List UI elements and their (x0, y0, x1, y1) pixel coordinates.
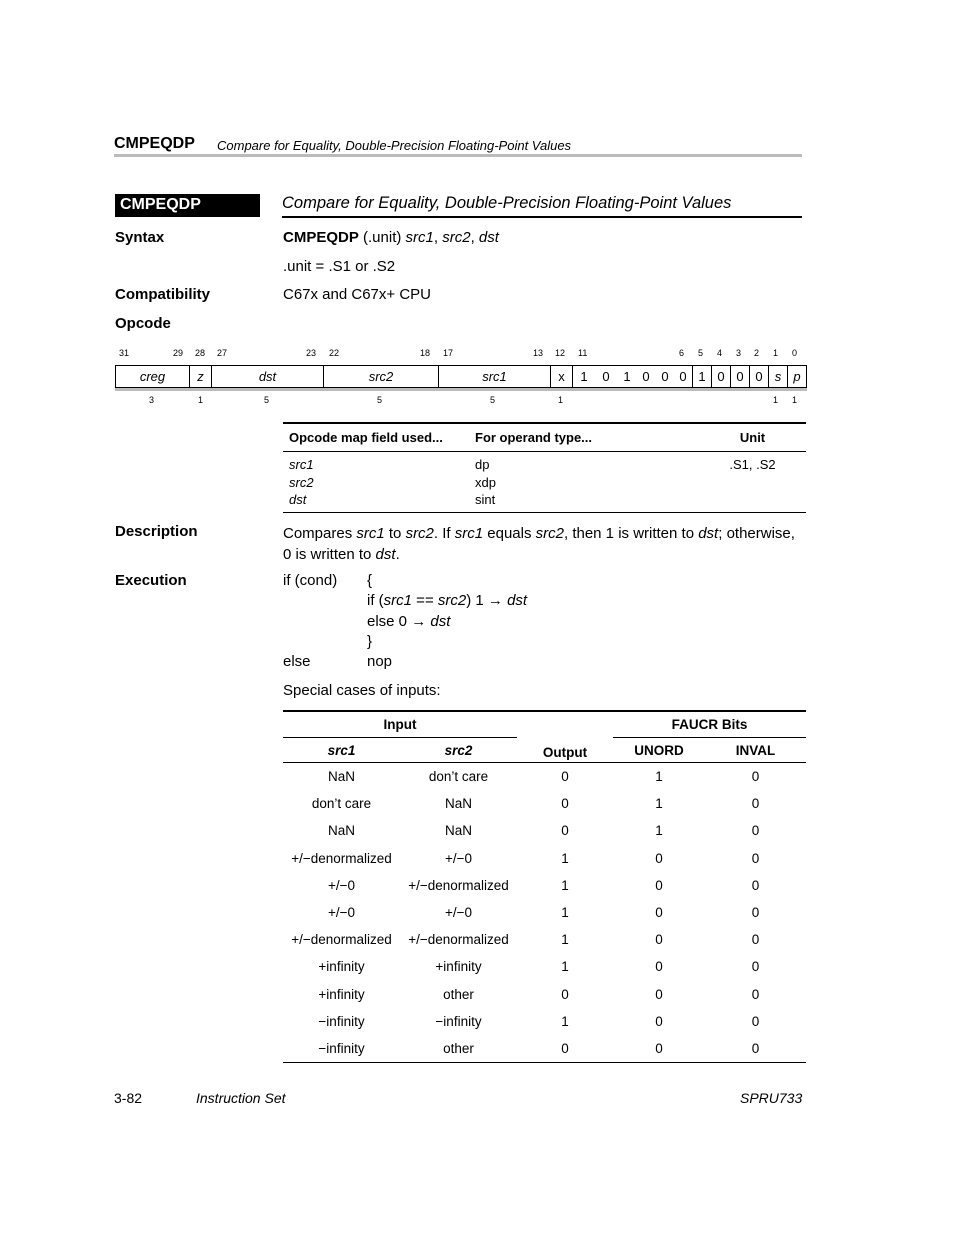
opcode-map-table (283, 422, 806, 513)
field-p: p (793, 369, 801, 384)
syntax-src2: src2 (442, 229, 471, 246)
table-row (283, 763, 806, 791)
table-cell: NaN (444, 796, 472, 812)
table-row (283, 456, 806, 474)
table-cell: 1 (561, 905, 569, 921)
header-rule (114, 154, 802, 157)
field-creg: creg (116, 366, 190, 387)
table-cell: 0 (655, 877, 663, 893)
table-cell: +infinity (435, 959, 482, 975)
table-cell: +/−0 (444, 850, 473, 866)
bit-position: 17 (443, 348, 454, 358)
map-type: sint (475, 492, 496, 507)
fixed-bit: 1 (580, 369, 588, 384)
execution-open-brace: { (367, 572, 373, 589)
special-cases-caption: Special cases of inputs: (283, 682, 441, 699)
text-run: src1 (383, 592, 413, 609)
table-cell: +infinity (318, 986, 365, 1002)
bit-position: 13 (533, 348, 544, 358)
fixed-bit: 0 (602, 369, 610, 384)
title-rule (282, 216, 802, 218)
table-row (283, 981, 806, 1008)
bit-field-shadow (115, 388, 807, 391)
table-cell: NaN (327, 823, 355, 839)
table-row (283, 790, 806, 817)
text-run: ; otherwise, (718, 525, 795, 542)
text-run: dst (698, 525, 719, 542)
execution-label: Execution (115, 572, 187, 589)
fixed-bit: 1 (623, 369, 631, 384)
fixed-bit: 0 (674, 366, 693, 387)
bit-position: 6 (679, 348, 685, 358)
bit-position: 0 (792, 348, 798, 358)
table-row (283, 1008, 806, 1035)
running-header-title: CMPEQDP (114, 135, 195, 152)
map-field: src2 (289, 474, 314, 490)
table-cell: don’t care (428, 769, 489, 785)
table-cell: 0 (655, 1013, 663, 1029)
table-cell: 0 (751, 877, 760, 893)
running-header-subtitle: Compare for Equality, Double-Precision Floating-Point Values (217, 138, 572, 153)
table-cell: 0 (655, 959, 663, 975)
table-cell: −infinity (318, 1013, 365, 1029)
table-cell: NaN (327, 769, 355, 785)
footer-section: Instruction Set (196, 1090, 286, 1106)
execution-else: else (283, 653, 311, 670)
table-cell: NaN (444, 823, 472, 839)
bit-position: 4 (717, 348, 723, 358)
execution-nop: nop (367, 653, 393, 670)
syntax-label: Syntax (115, 229, 165, 246)
table-cell: 0 (561, 986, 569, 1002)
bit-position: 22 (329, 348, 340, 358)
table-cell: +/−0 (327, 905, 356, 921)
table-cell: 1 (561, 1013, 569, 1029)
field-src2: src2 (324, 366, 439, 387)
table-cell: 1 (561, 959, 569, 975)
column-header: src2 (444, 742, 473, 758)
table-row (283, 926, 806, 953)
text-run: src2 (437, 592, 467, 609)
section-title: Compare for Equality, Double-Precision Floating-Point Values (282, 194, 732, 212)
text-run: . (395, 546, 400, 563)
table-cell: 0 (655, 850, 663, 866)
bit-position: 11 (578, 348, 588, 358)
compatibility-value: C67x and C67x+ CPU (283, 286, 431, 303)
bit-position: 27 (217, 348, 228, 358)
table-cell: 0 (561, 823, 569, 839)
fixed-bit: 0 (712, 366, 731, 387)
text-run: dst (507, 592, 528, 609)
map-unit: .S1, .S2 (729, 457, 776, 472)
column-header: INVAL (735, 742, 776, 758)
table-cell: 0 (751, 796, 760, 812)
column-header: Output (542, 745, 588, 760)
compatibility-label: Compatibility (115, 286, 211, 303)
table-row (283, 817, 806, 844)
table-cell: 1 (655, 823, 663, 839)
table-cell: 1 (561, 932, 569, 948)
map-field: dst (289, 492, 307, 507)
column-header: Unit (699, 423, 806, 452)
field-dst: dst (212, 366, 324, 387)
field-s: s (769, 366, 788, 387)
table-cell: 0 (561, 769, 569, 785)
table-cell: 0 (655, 1040, 663, 1056)
execution-line-1 (367, 592, 527, 609)
table-cell: 0 (561, 1040, 569, 1056)
column-header: Opcode map field used... (283, 423, 469, 452)
table-row (283, 872, 806, 899)
syntax-comma: , (470, 229, 479, 246)
field-width: 1 (792, 395, 798, 405)
description-label: Description (115, 523, 198, 540)
table-cell: 1 (655, 769, 663, 785)
map-type: dp (475, 457, 490, 472)
table-cell: −infinity (318, 1040, 365, 1056)
table-row (283, 899, 806, 926)
column-header: FAUCR Bits (613, 711, 806, 738)
text-run: dst (430, 613, 451, 630)
field-x: x (551, 366, 573, 387)
syntax-comma: , (433, 229, 443, 246)
execution-if-cond: if (cond) (283, 572, 338, 589)
text-run: src1 (454, 525, 484, 542)
table-cell: 0 (751, 823, 760, 839)
bit-position: 23 (306, 348, 317, 358)
field-width: 1 (558, 395, 564, 405)
bit-position: 28 (195, 348, 206, 358)
table-cell: +/−denormalized (291, 932, 392, 948)
table-cell: other (443, 1040, 474, 1056)
text-run: dst (375, 546, 396, 563)
text-run: src2 (405, 525, 434, 542)
text-run: == (412, 592, 438, 609)
field-width: 1 (198, 395, 204, 405)
table-cell: don’t care (311, 796, 372, 812)
fixed-bit: 1 (693, 366, 712, 387)
table-cell: 1 (561, 850, 569, 866)
table-cell: +infinity (318, 959, 365, 975)
bit-position: 31 (119, 348, 130, 358)
text-run: Compares (283, 525, 357, 542)
execution-close-brace: } (367, 633, 373, 650)
syntax-mnemonic: CMPEQDP (283, 229, 359, 246)
instruction-box-label: CMPEQDP (115, 194, 260, 217)
bit-position: 3 (736, 348, 742, 358)
bit-position: 5 (698, 348, 704, 358)
table-cell: +/−denormalized (408, 932, 509, 948)
text-run: src1 (356, 525, 385, 542)
syntax-src1: src1 (405, 229, 434, 246)
description-text (283, 523, 813, 565)
fixed-bit: 0 (642, 369, 650, 384)
field-width: 5 (377, 395, 383, 405)
table-cell: 0 (751, 905, 760, 921)
table-cell: other (443, 986, 474, 1002)
column-header: UNORD (634, 742, 684, 758)
text-run: if ( (367, 592, 384, 609)
execution-line-2 (367, 613, 450, 630)
text-run: src2 (535, 525, 564, 542)
column-header: For operand type... (469, 423, 699, 452)
field-width: 5 (490, 395, 496, 405)
bit-position: 12 (555, 348, 566, 358)
table-cell: 0 (751, 986, 760, 1002)
special-cases-table (283, 710, 806, 1063)
table-cell: 1 (655, 796, 663, 812)
table-cell: 0 (751, 959, 760, 975)
map-field: src1 (289, 457, 314, 472)
table-row (283, 845, 806, 872)
bit-position: 1 (773, 348, 779, 358)
opcode-bit-field (115, 365, 807, 388)
syntax-unit-line: .unit = .S1 or .S2 (283, 258, 396, 275)
syntax-line (283, 229, 499, 246)
field-z: z (190, 366, 212, 387)
field-width: 1 (773, 395, 779, 405)
table-cell: 0 (751, 1040, 760, 1056)
bit-position: 2 (754, 348, 760, 358)
table-cell: −infinity (435, 1013, 482, 1029)
bit-position: 18 (420, 348, 431, 358)
field-width: 5 (264, 395, 270, 405)
text-run: ) 1 → (466, 592, 508, 609)
field-width: 3 (149, 395, 155, 405)
text-run: . If (433, 525, 455, 542)
footer-page-number: 3-82 (114, 1090, 143, 1106)
table-row (283, 1035, 806, 1063)
table-cell: 0 (751, 1013, 760, 1029)
text-run: equals (483, 525, 536, 542)
table-cell: 0 (655, 905, 663, 921)
table-cell: 0 (751, 769, 760, 785)
bit-position: 29 (173, 348, 184, 358)
field-src1: src1 (439, 366, 551, 387)
table-cell: +/−0 (327, 877, 356, 893)
footer-doc-id: SPRU733 (740, 1090, 803, 1106)
opcode-label: Opcode (115, 315, 171, 332)
text-run: to (384, 525, 406, 542)
table-cell: 1 (561, 877, 569, 893)
syntax-unit: (.unit) (358, 229, 406, 246)
text-run: 0 is written to (283, 546, 376, 563)
column-header: Input (283, 711, 517, 738)
syntax-dst: dst (478, 229, 499, 246)
table-cell: 0 (655, 986, 663, 1002)
table-cell: +/−denormalized (291, 850, 392, 866)
table-cell: 0 (751, 850, 760, 866)
table-cell: 0 (655, 932, 663, 948)
table-cell: 0 (751, 932, 760, 948)
fixed-bit: 0 (731, 366, 750, 387)
fixed-bit: 0 (661, 369, 669, 384)
table-cell: +/−0 (444, 905, 473, 921)
column-header: src1 (327, 742, 356, 758)
table-row (283, 953, 806, 980)
fixed-bit: 0 (750, 366, 769, 387)
text-run: else 0 → (367, 613, 431, 630)
map-type: xdp (475, 474, 496, 490)
table-cell: +/−denormalized (408, 877, 509, 893)
table-cell: 0 (561, 796, 569, 812)
text-run: , then 1 is written to (563, 525, 699, 542)
